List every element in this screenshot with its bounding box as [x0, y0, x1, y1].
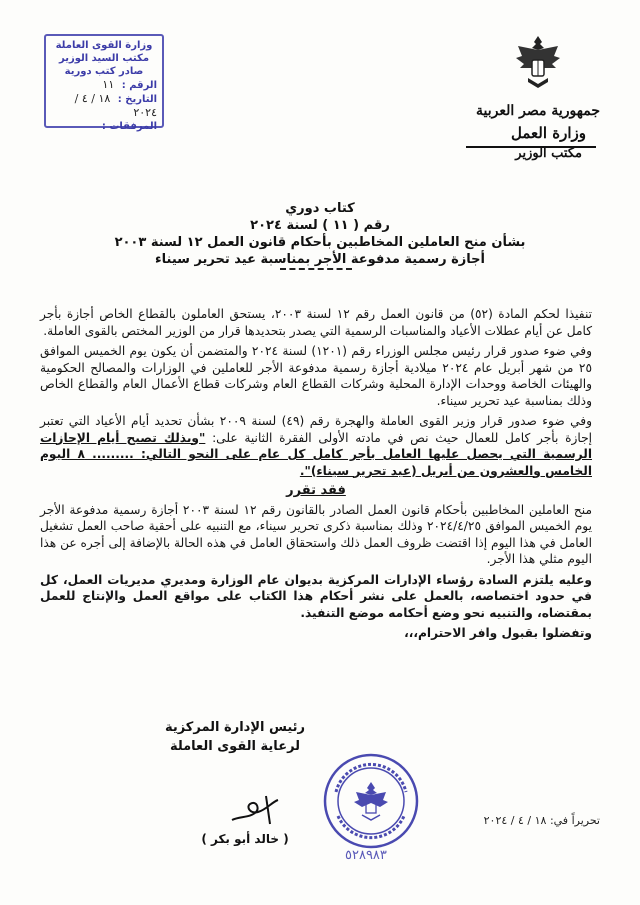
issue-date — [430, 814, 600, 827]
paragraph-5: وعليه يلتزم السادة رؤساء الإدارات المركزية بديوان عام الوزارة ومديري مديريات العمل، كل في حدود اختصاصه، بالعمل على نشر أحكام هذا الكتاب على مواقع العمل والإنتاج للعمل بمقتضاه، والتنبيه نحو وضع أحكامه موضع التنفيذ. — [40, 572, 592, 620]
eagle-emblem-icon — [514, 32, 562, 92]
letterhead-country: جمهورية مصر العربية — [476, 103, 600, 119]
document-subject-1: بشأن منح العاملين المخاطبين بأحكام قانون العمل ١٢ لسنة ٢٠٠٣ — [114, 235, 526, 250]
stamp-date-label: التاريخ : — [117, 94, 157, 105]
document-body — [40, 306, 592, 646]
stamp-office: مكتب السيد الوزير — [58, 53, 150, 64]
handwritten-reference-number: ٥٢٨٩٨٣ — [345, 848, 387, 863]
letterhead — [440, 100, 600, 164]
stamp-date-value: ١٨ / ٤ / ٢٠٢٤ — [74, 92, 157, 119]
letterhead-ministry: وزارة العمل — [511, 124, 586, 142]
stamp-attachments-row — [51, 120, 157, 133]
paragraph-1: تنفيذا لحكم المادة (٥٢) من قانون العمل رقم ١٢ لسنة ٢٠٠٣، يستحق العاملون بالقطاع الخاص أجازة بأجر كامل عن أيام عطلات الأعياد والمناسبات الرسمية التي يصدر بتحديدها قرار من الوزير المختص بالقوى العاملة. — [40, 307, 593, 338]
paragraph-3-quote: "وبذلك تصبح أيام الإجازات الرسمية التي يحصل عليها العامل بأجر كامل كل عام على النحو التالي: ......... ٨ اليوم الخامس والعشرون من أبريل (عيد تحرير سيناء)". — [40, 430, 593, 478]
official-round-stamp — [322, 752, 420, 850]
stamp-ministry: وزارة القوى العاملة — [55, 40, 153, 51]
document-subject-2: أجازة رسمية مدفوعة الأجر بمناسبة عيد تحرير سيناء — [155, 252, 485, 267]
paragraph-3 — [40, 413, 592, 479]
document-titles — [60, 200, 580, 268]
document-type: كتاب دوري — [285, 201, 355, 216]
title-divider — [280, 268, 352, 270]
stamp-number-value: ١١ — [102, 78, 115, 91]
stamp-outgoing: صادر كتب دورية — [64, 66, 144, 77]
paragraph-2: وفي ضوء صدور قرار رئيس مجلس الوزراء رقم (١٢٠١) لسنة ٢٠٢٤ والمتضمن أن يكون يوم الخميس الموافق ٢٥ من شهر أبريل عام ٢٠٢٤ ميلادية أجازة رسمية مدفوعة الأجر للعاملين في الوزارات والمصالح الحكومية والهيئات الخاصة ووحدات الإدارة المحلية وشركات القطاع العام وشركات قطاع الأعمال العام والقطاع الخاص وذلك بمناسبة عيد تحرير سيناء. — [40, 344, 593, 408]
issue-date-label: تحريراً في: — [549, 814, 600, 827]
outgoing-stamp — [44, 34, 164, 132]
stamp-date-row — [51, 92, 157, 120]
closing-line: وتفضلوا بقبول وافر الاحترام،،، — [404, 626, 592, 640]
paragraph-3-text: وفي ضوء صدور قرار وزير القوى العاملة والهجرة رقم (٤٩) لسنة ٢٠٠٩ بشأن تحديد أيام الأعياد التي تعتبر إجازة بأجر كامل للعمال حيث نص في مادته الأولى الفقرة الثانية على: — [40, 414, 592, 445]
issue-date-value: ١٨ / ٤ / ٢٠٢٤ — [483, 814, 547, 827]
signatory-title-2: لرعاية القوى العاملة — [169, 739, 301, 754]
decision-heading: فقد تقرر — [286, 483, 346, 498]
signatory-title — [145, 718, 325, 756]
paragraph-4: منح العاملين المخاطبين بأحكام قانون العمل الصادر بالقانون رقم ١٢ لسنة ٢٠٠٣ أجازة رسمية مدفوعة الأجر يوم الخميس الموافق ٢٠٢٤/٤/٢٥ وذلك بمناسبة ذكرى تحرير سيناء، مع التنبيه على أحقية صاحب العمل تشغيل العامل في هذا اليوم إذا اقتضت ظروف العمل ذلك واستحقاق العامل في هذه الحالة بالإضافة إلى أجره عن هذا اليوم مثلي هذا الأجر. — [40, 502, 592, 566]
signatory-title-1: رئيس الإدارة المركزية — [164, 720, 306, 735]
stamp-number-row — [51, 78, 157, 92]
handwritten-signature — [226, 790, 296, 830]
stamp-number-label: الرقم : — [121, 80, 157, 91]
signatory-name: ( خالد أبو بكر ) — [201, 832, 289, 846]
letterhead-office: مكتب الوزير — [515, 146, 582, 161]
stamp-attachments-label: المرفقات : — [101, 121, 157, 132]
document-number: رقم ( ١١ ) لسنة ٢٠٢٤ — [250, 218, 390, 233]
letterhead-divider — [466, 146, 596, 148]
